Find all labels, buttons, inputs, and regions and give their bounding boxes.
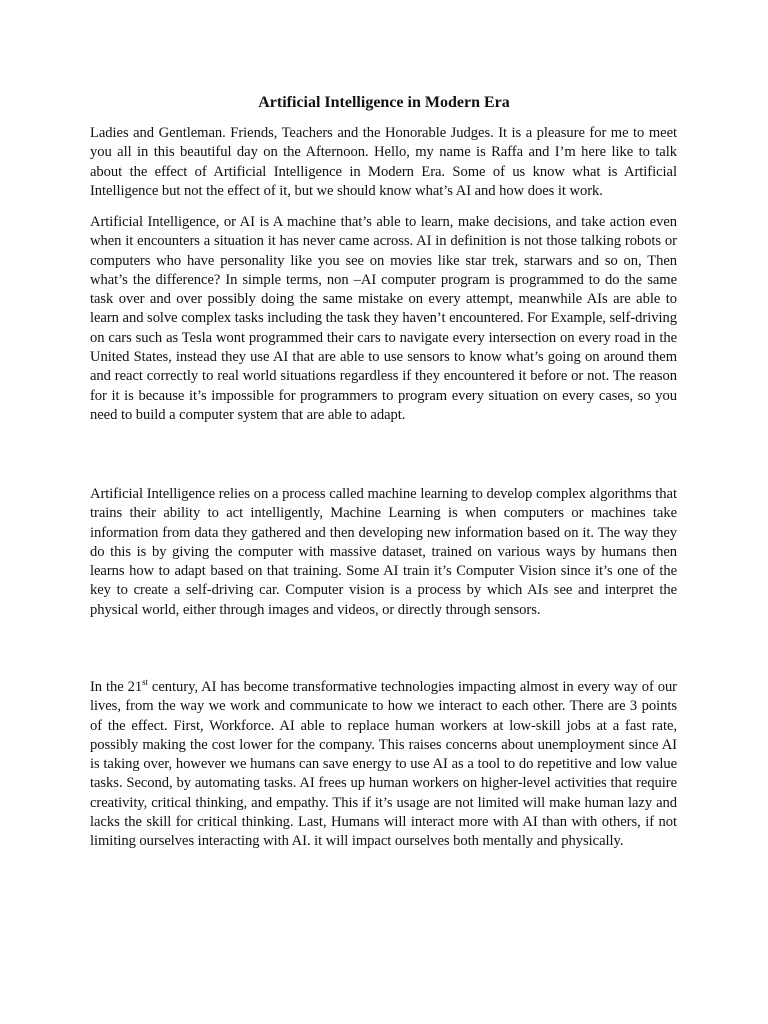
ordinal-superscript: st — [142, 677, 148, 688]
document-title: Artificial Intelligence in Modern Era — [258, 94, 510, 111]
paragraph-effects — [90, 678, 677, 852]
effects-lead-text: In the 21 — [90, 679, 143, 695]
paragraph-ai-definition: Artificial Intelligence, or AI is A machine that’s able to learn, make decisions, and take action even when it encounters a situation it has never came across. AI in definition is not those talking robots or computers who have personality like you see on movies like star trek, starwars and so on, Then what’s the difference? In simple terms, non –AI computer program is programmed to do the same task over and over possibly doing the same mistake on every attempt, meanwhile AIs are able to learn and solve complex tasks including the task they haven’t encountered. For Example, self-driving on cars such as Tesla wont programmed their cars to navigate every intersection on every road in the United States, instead they use AI that are able to use sensors to know what’s going on around them and react correctly to real world situations regardless if they encountered it before or not. The reason for it is because it’s impossible for programmers to program every situation on every cases, so you need to build a computer system that are able to adapt. — [90, 214, 677, 423]
effects-body-text: century, AI has become transformative technologies impacting almost in every way of our lives, from the way we work and communicate to how we interact to each other. There are 3 points of the effect. First, Workforce. AI able to replace human workers at low-skill jobs at a fast rate, possibly making the cost lower for the company. This raises concerns about unemployment since AI is taking over, however we humans can save energy to use AI as a tool to do repetitive and low value tasks. Second, by automating tasks. AI frees up human workers on higher-level activities that require creativity, critical thinking, and empathy. This if it’s usage are not limited will make human lazy and lacks the skill for critical thinking. Last, Humans will interact more with AI than with others, if not limiting ourselves interacting with AI. it will impact ourselves both mentally and physically. — [90, 679, 677, 850]
paragraph-introduction: Ladies and Gentleman. Friends, Teachers and the Honorable Judges. It is a pleasure for me to meet you all in this beautiful day on the Afternoon. Hello, my name is Raffa and I’m here like to talk about the effect of Artificial Intelligence in Modern Era. Some of us know what is Artificial Intelligence but not the effect of it, but we should know what’s AI and how does it work. — [90, 125, 677, 199]
paragraph-machine-learning: Artificial Intelligence relies on a process called machine learning to develop complex algorithms that trains their ability to act intelligently, Machine Learning is when computers or machines take information from data they gathered and then developing new information based on it. The way they do this is by giving the computer with massive dataset, trained on various ways by humans then learns how to adapt based on that training. Some AI train it’s Computer Vision since it’s one of the key to create a self-driving car. Computer vision is a process by which AIs see and interpret the physical world, either through images and videos, or directly through sensors. — [90, 486, 677, 618]
